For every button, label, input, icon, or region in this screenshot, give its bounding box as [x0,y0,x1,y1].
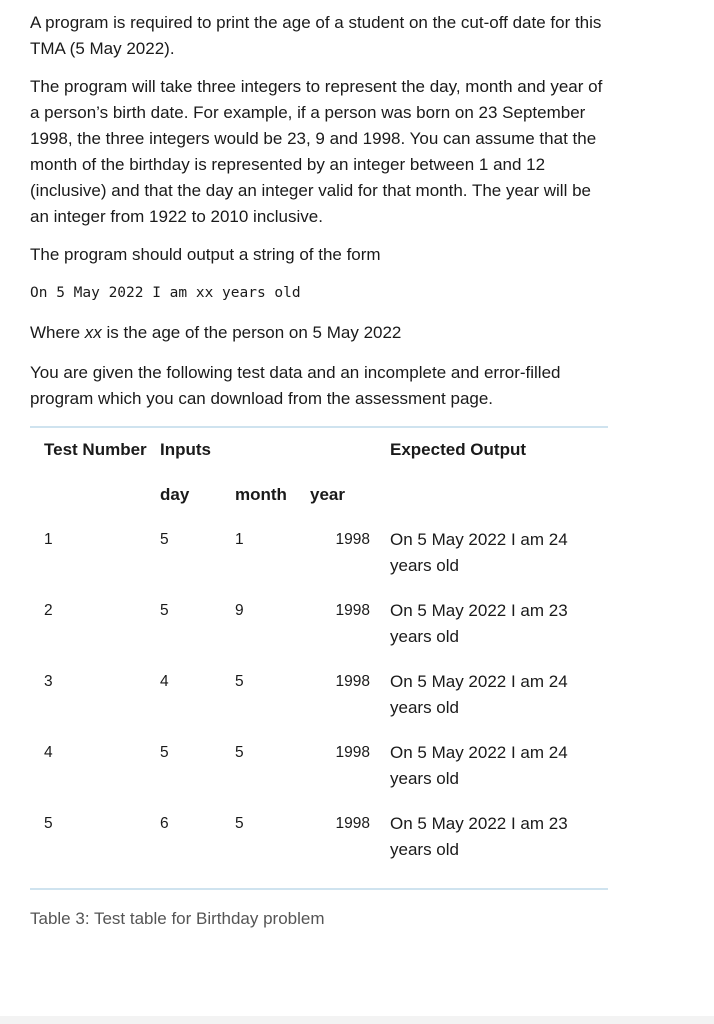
header-test-number: Test Number [44,440,147,459]
cell-output: On 5 May 2022 I am 24 years old [390,530,568,575]
cell-month: 5 [235,815,244,832]
description-paragraph: The program will take three integers to represent the day, month and year of a person’s birth date. For example, if a person was born on 23 September 1998, the three integers would be 23, 9 and 1998. You can assume that the month of the birthday is represented by an integer between 1 and 12 (inclusive) and that the day an integer valid for that month. The year will be an integer from 1922 to 2010 inclusive. [30,77,603,226]
cell-output: On 5 May 2022 I am 24 years old [390,672,568,717]
cell-year: 1998 [335,815,370,832]
cell-output: On 5 May 2022 I am 23 years old [390,601,568,646]
cell-test: 1 [44,531,53,548]
cell-year: 1998 [335,602,370,619]
cell-month: 5 [235,673,244,690]
where-paragraph [30,320,608,346]
cell-output: On 5 May 2022 I am 24 years old [390,743,568,788]
cell-test: 4 [44,744,53,761]
table-row [30,740,608,811]
cell-test: 3 [44,673,53,690]
where-prefix: Where [30,323,85,342]
cell-day: 5 [160,531,169,548]
table-row [30,811,608,888]
page-bottom-band [0,1016,714,1024]
output-form-paragraph: The program should output a string of the form [30,245,381,264]
table-row [30,669,608,740]
header-inputs: Inputs [160,440,211,459]
cell-test: 5 [44,815,53,832]
cell-month: 9 [235,602,244,619]
test-table-container [30,426,608,890]
cell-output: On 5 May 2022 I am 23 years old [390,814,568,859]
cell-day: 4 [160,673,169,690]
cell-month: 5 [235,744,244,761]
test-data-paragraph: You are given the following test data and an incomplete and error-filled program which you can download from the assessment page. [30,363,561,408]
cell-month: 1 [235,531,244,548]
cell-day: 5 [160,602,169,619]
subheader-day: day [160,485,190,504]
where-suffix: is the age of the person on 5 May 2022 [101,323,402,342]
table-row [30,527,608,598]
cell-year: 1998 [335,531,370,548]
output-format-code: On 5 May 2022 I am xx years old [30,285,301,301]
intro-paragraph: A program is required to print the age of a student on the cut-off date for this TMA (5 May 2022). [30,13,602,58]
table-subheader-row [30,482,608,527]
subheader-month: month [235,485,287,504]
cell-day: 6 [160,815,169,832]
table-caption: Table 3: Test table for Birthday problem [30,909,325,928]
document-body [30,10,608,932]
table-header-row [30,428,608,482]
header-expected-output: Expected Output [390,440,527,459]
subheader-year: year [310,485,345,504]
cell-year: 1998 [335,673,370,690]
cell-year: 1998 [335,744,370,761]
cell-day: 5 [160,744,169,761]
test-table [30,428,608,888]
where-variable: xx [84,323,102,342]
cell-test: 2 [44,602,53,619]
table-row [30,598,608,669]
